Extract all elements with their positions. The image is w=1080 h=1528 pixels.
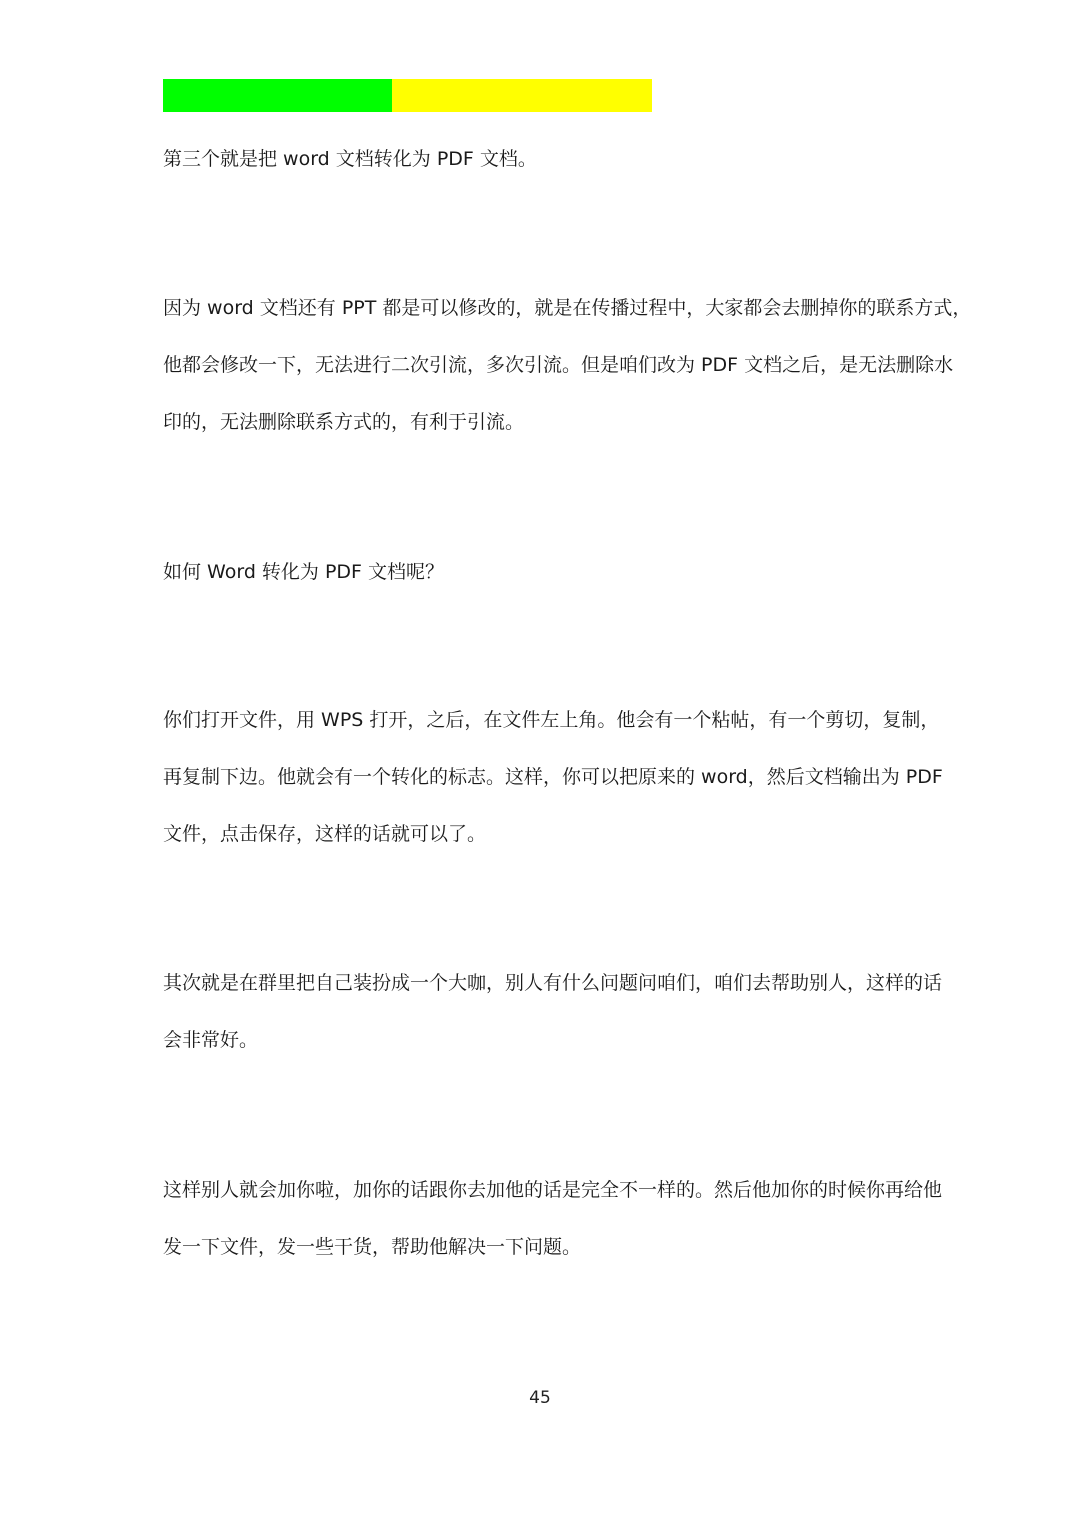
paragraph-line: 他都会修改一下，无法进行二次引流，多次引流。但是咱们改为 PDF 文档之后，是无法删除水: [163, 354, 954, 376]
paragraph-line: 再复制下边。他就会有一个转化的标志。这样，你可以把原来的 word，然后文档输出为 PDF: [163, 766, 943, 788]
paragraph-line: 如何 Word 转化为 PDF 文档呢？: [163, 561, 445, 583]
paragraph-line: 会非常好。: [163, 1029, 259, 1051]
paragraph-line: 文件，点击保存，这样的话就可以了。: [163, 823, 487, 845]
paragraph-line: 因为 word 文档还有 PPT 都是可以修改的，就是在传播过程中，大家都会去删掉你的联系方式，: [163, 297, 972, 319]
paragraph-line: 这样别人就会加你啦，加你的话跟你去加他的话是完全不一样的。然后他加你的时候你再给他: [163, 1179, 943, 1201]
paragraph-group-expert: [163, 955, 943, 1069]
color-bar-yellow-segment: [392, 79, 652, 112]
page-number: 45: [529, 1388, 551, 1408]
paragraph-line: 你们打开文件，用 WPS 打开，之后，在文件左上角。他会有一个粘帖，有一个剪切，复制，: [163, 709, 940, 731]
paragraph-steps: [163, 692, 943, 863]
paragraph-reason: [163, 280, 972, 451]
paragraph-question: [163, 544, 923, 601]
paragraph-line: 发一下文件，发一些干货，帮助他解决一下问题。: [163, 1236, 582, 1258]
paragraph-line: 第三个就是把 word 文档转化为 PDF 文档。: [163, 148, 537, 170]
highlight-color-bar: [163, 79, 652, 112]
paragraph-line: 印的，无法删除联系方式的，有利于引流。: [163, 411, 525, 433]
color-bar-green-segment: [163, 79, 392, 112]
paragraph-line: 其次就是在群里把自己装扮成一个大咖，别人有什么问题问咱们，咱们去帮助别人，这样的话: [163, 972, 943, 994]
paragraph-add-friend: [163, 1162, 943, 1276]
paragraph-intro: [163, 131, 923, 188]
